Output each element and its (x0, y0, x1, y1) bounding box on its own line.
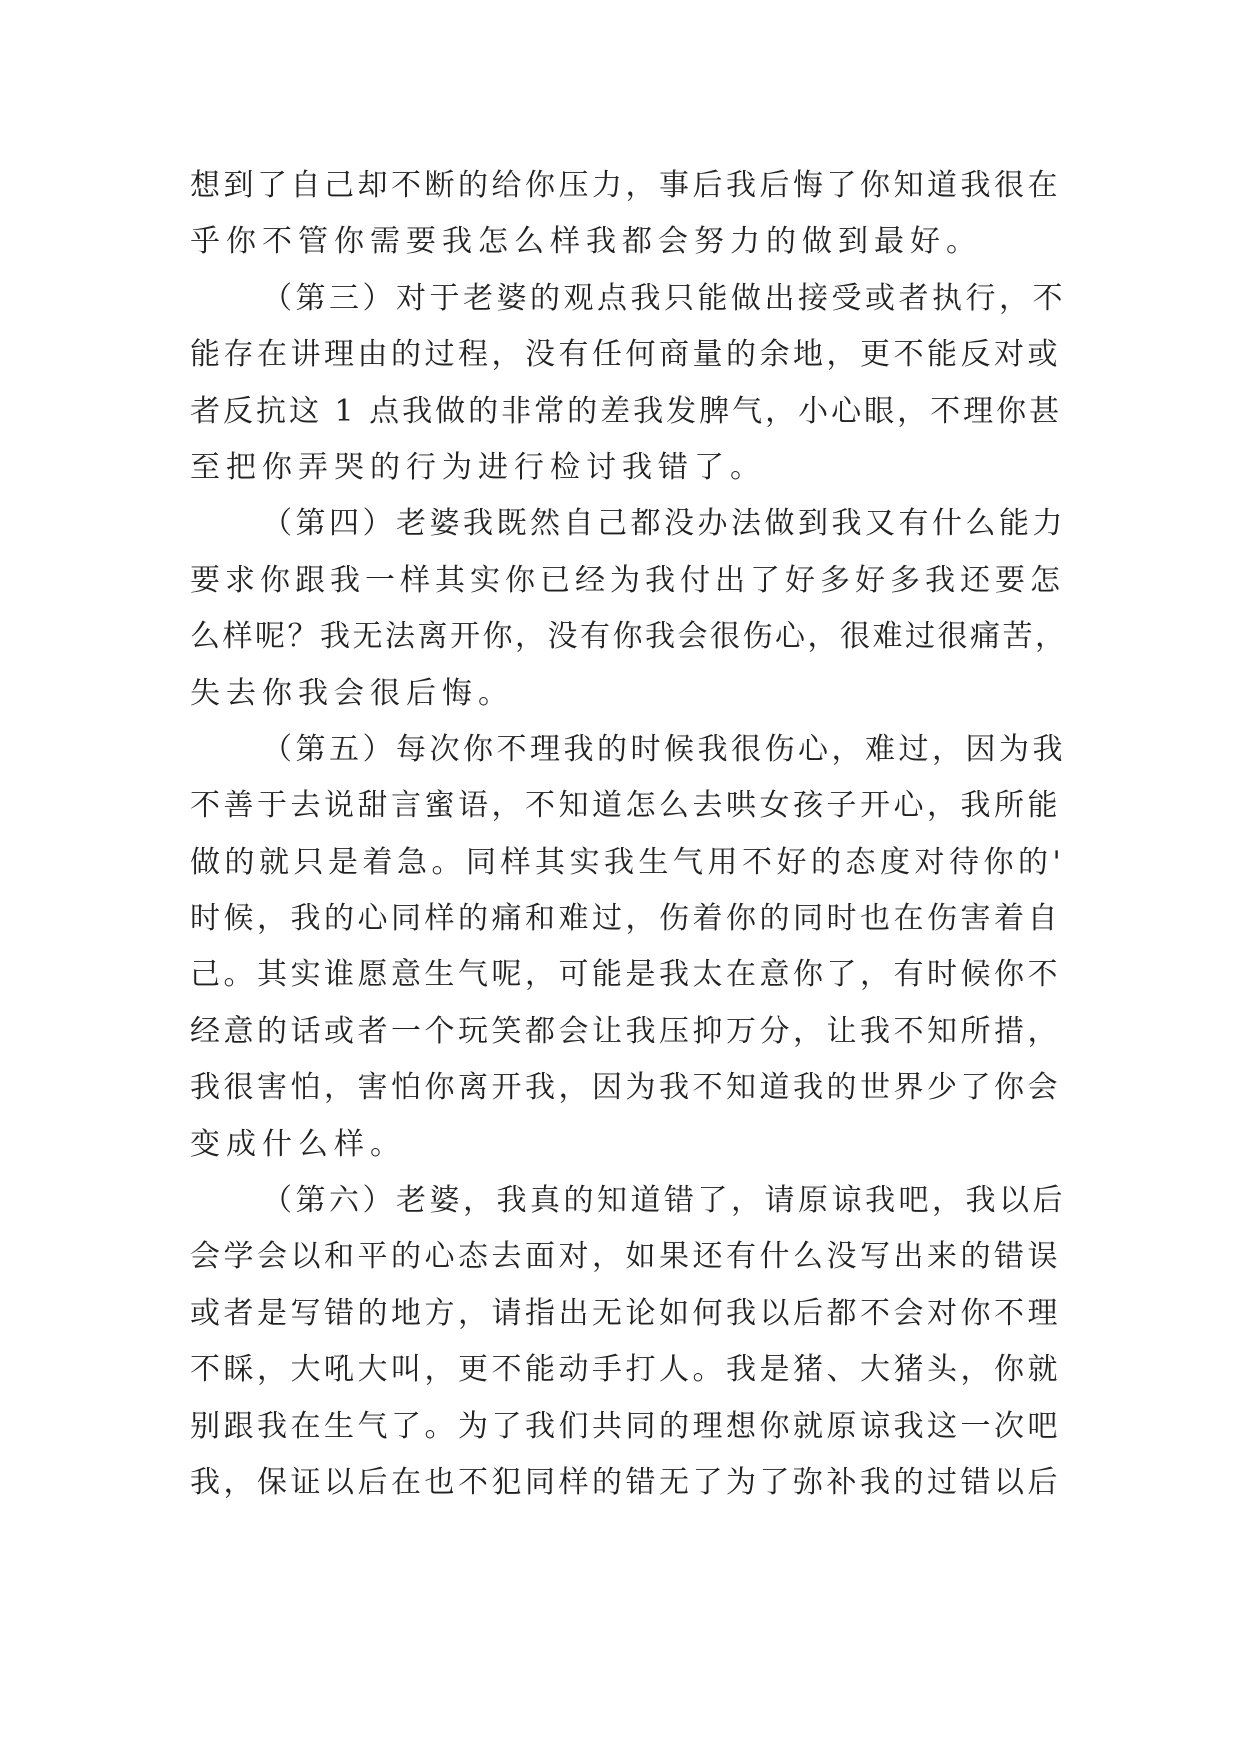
text-line: 想到了自己却不断的给你压力，事后我后悔了你知道我很在 (190, 168, 1061, 203)
text-line: 会学会以和平的心态去面对，如果还有什么没写出来的错误 (190, 1239, 1061, 1275)
text-line: 失去你我会很后悔。 (190, 675, 514, 711)
text-line: 我很害怕，害怕你离开我，因为我不知道我的世界少了你会 (190, 1070, 1061, 1106)
body-text (190, 158, 1070, 1511)
text-line: 么样呢？我无法离开你，没有你我会很伤心，很难过很痛苦， (190, 619, 1068, 655)
text-line: 我，保证以后在也不犯同样的错无了为了弥补我的过错以后 (190, 1464, 1061, 1500)
text-line: 不睬，大吼大叫，更不能动手打人。我是猪、大猪头，你就 (190, 1352, 1061, 1388)
text-line: 别跟我在生气了。为了我们共同的理想你就原谅我这一次吧 (190, 1408, 1061, 1444)
text-line: 做的就只是着急。同样其实我生气用不好的态度对待你的' (190, 844, 1066, 880)
text-line: 或者是写错的地方，请指出无论如何我以后都不会对你不理 (190, 1295, 1061, 1331)
text-line: 经意的话或者一个玩笑都会让我压抑万分，让我不知所措， (190, 1013, 1061, 1049)
text-line: 时候，我的心同样的痛和难过，伤着你的同时也在伤害着自 (190, 901, 1061, 937)
paragraph-first-line: （第四）老婆我既然自己都没办法做到我又有什么能力 (262, 506, 1066, 542)
paragraph-first-line: （第三）对于老婆的观点我只能做出接受或者执行，不 (262, 280, 1066, 316)
text-line: 者反抗这 1 点我做的非常的差我发脾气，小心眼，不理你甚 (190, 393, 1063, 429)
paragraph-first-line: （第六）老婆，我真的知道错了，请原谅我吧，我以后 (262, 1183, 1066, 1219)
text-line: 要求你跟我一样其实你已经为我付出了好多好多我还要怎 (190, 562, 1065, 598)
paragraph-first-line: （第五）每次你不理我的时候我很伤心，难过，因为我 (262, 731, 1066, 767)
text-line: 不善于去说甜言蜜语，不知道怎么去哄女孩子开心，我所能 (190, 788, 1061, 824)
text-line: 己。其实谁愿意生气呢，可能是我太在意你了，有时候你不 (190, 957, 1061, 993)
text-line: 至把你弄哭的行为进行检讨我错了。 (190, 449, 766, 485)
text-line: 能存在讲理由的过程，没有任何商量的余地，更不能反对或 (190, 337, 1061, 373)
text-line: 变成什么样。 (190, 1126, 406, 1162)
text-line: 乎你不管你需要我怎么样我都会努力的做到最好。 (190, 224, 982, 260)
